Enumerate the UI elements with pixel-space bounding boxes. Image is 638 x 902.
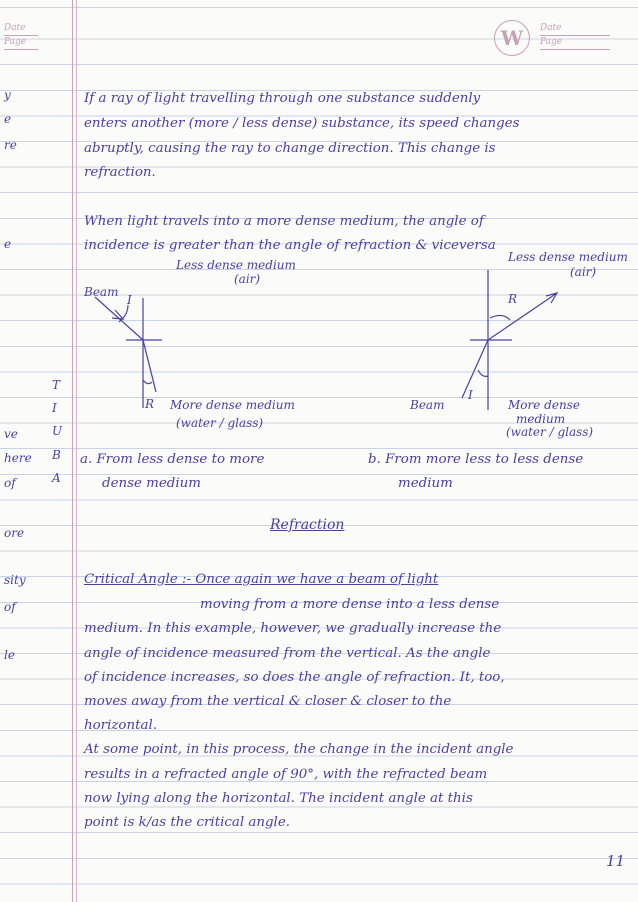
- diagram-a-bottom-label: More dense medium: [170, 398, 295, 412]
- margin-fragment: of: [4, 476, 16, 490]
- margin-fragment: ve: [4, 427, 18, 441]
- page-field-right: Page: [540, 36, 610, 50]
- diagram-b-bottom-sub: (water / glass): [506, 425, 594, 439]
- text-line: If a ray of light travelling through one substance suddenly: [84, 91, 481, 106]
- margin-fragment: y: [4, 88, 11, 102]
- text-line: medium. In this example, however, we gradually increase the: [84, 621, 502, 636]
- text-line: of incidence increases, so does the angle of refraction. It, too,: [84, 670, 505, 685]
- diagram-b-bottom-label: More dense: [508, 398, 580, 412]
- text-line: angle of incidence measured from the vertical. As the angle: [84, 646, 491, 661]
- diagram-a-refracted-ray: [143, 340, 156, 392]
- diagram-b-incident-ray: [462, 340, 488, 398]
- text-line: When light travels into a more dense medium, the angle of: [84, 214, 484, 229]
- text-line: now lying along the horizontal. The incident angle at this: [84, 791, 473, 806]
- diagram-a-angle-i: I: [127, 293, 132, 307]
- date-field-right: Date: [540, 22, 610, 36]
- diagram-b-angle-i: I: [468, 388, 473, 402]
- text-line: Critical Angle :- Once again we have a beam of light: [84, 572, 439, 587]
- diagram-a-top-sub: (air): [234, 272, 261, 286]
- text-line: abruptly, causing the ray to change direction. This change is: [84, 141, 496, 156]
- diagram-b-refracted-ray: [488, 293, 557, 340]
- margin-vertical-letter: A: [52, 471, 61, 485]
- margin-fragment: here: [4, 451, 32, 465]
- margin-vertical-letter: I: [52, 401, 57, 415]
- diagram-b-angle-r: R: [508, 292, 518, 306]
- section-title: Refraction: [270, 517, 345, 533]
- text-line: enters another (more / less dense) substance, its speed changes: [84, 116, 520, 131]
- margin-fragment: e: [4, 112, 12, 126]
- diagram-b-arc-r: [490, 315, 510, 320]
- caption-b-line2: medium: [398, 476, 453, 491]
- text-line: incidence is greater than the angle of refraction & viceversa: [84, 238, 496, 253]
- diagram-b-beam-label: Beam: [410, 398, 445, 412]
- diagram-b-top-label: Less dense medium: [508, 250, 628, 264]
- text-line: At some point, in this process, the change in the incident angle: [84, 742, 514, 757]
- diagram-a-beam-label: Beam: [84, 285, 119, 299]
- date-field-left: Date: [4, 22, 38, 36]
- margin-fragment: re: [4, 138, 17, 152]
- diagram-a-bottom-sub: (water / glass): [176, 416, 264, 430]
- margin-vertical-letter: B: [52, 448, 61, 462]
- diagram-b-arc-i: [478, 370, 488, 376]
- notebook-logo: W: [494, 20, 530, 56]
- margin-fragment: ore: [4, 526, 25, 540]
- margin-fragment: le: [4, 648, 15, 662]
- page-field-left: Page: [4, 36, 38, 50]
- margin-fragment: e: [4, 237, 12, 251]
- diagram-a-arc-r: [143, 380, 152, 384]
- caption-a-line2: dense medium: [102, 476, 201, 491]
- margin-fragment: of: [4, 600, 16, 614]
- margin-fragment: sity: [4, 573, 26, 587]
- diagram-b-top-sub: (air): [570, 265, 597, 279]
- text-line: point is k/as the critical angle.: [84, 815, 291, 830]
- page-number: 11: [606, 852, 626, 870]
- text-line: results in a refracted angle of 90°, with the refracted beam: [84, 767, 488, 782]
- margin-vertical-letter: U: [52, 424, 63, 438]
- text-line: moving from a more dense into a less dense: [200, 597, 500, 612]
- caption-b-line1: b. From more less to less dense: [368, 452, 584, 467]
- text-line: moves away from the vertical & closer & closer to the: [84, 694, 452, 709]
- diagram-b-bottom-label2: medium: [516, 412, 566, 426]
- diagram-a-top-label: Less dense medium: [176, 258, 296, 272]
- caption-a-line1: a. From less dense to more: [80, 452, 265, 467]
- margin-vertical-letter: T: [52, 378, 61, 392]
- diagram-a-angle-r: R: [145, 397, 155, 411]
- text-line: horizontal.: [84, 718, 158, 733]
- text-line: refraction.: [84, 165, 156, 180]
